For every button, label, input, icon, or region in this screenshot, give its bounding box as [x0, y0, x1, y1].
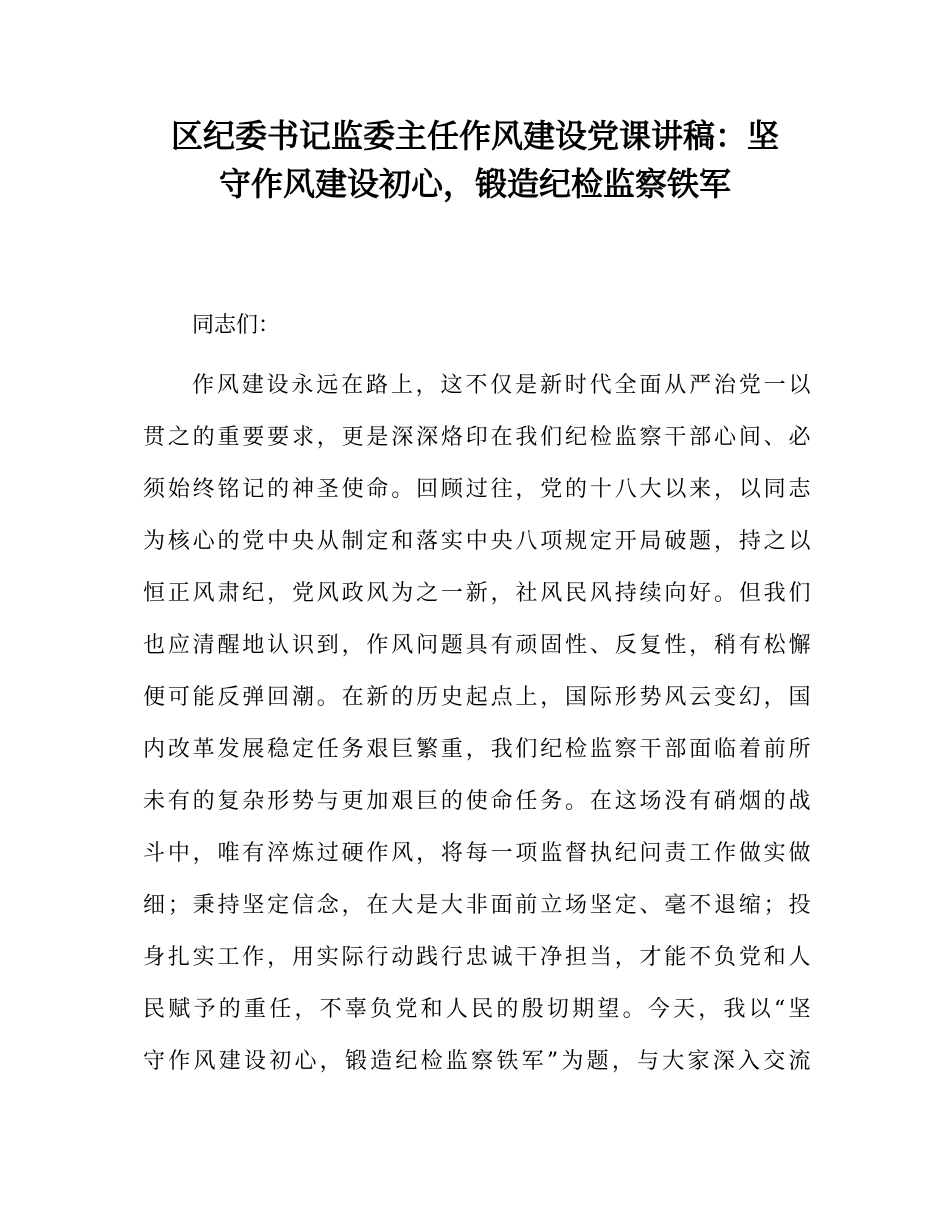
body-line: 细；秉持坚定信念，在大是大非面前立场坚定、毫不退缩；投: [143, 893, 811, 918]
body-line: 须始终铭记的神圣使命。回顾过往，党的十八大以来，以同志: [143, 477, 811, 502]
document-title: [140, 112, 810, 208]
body-line: 身扎实工作，用实际行动践行忠诚干净担当，才能不负党和人: [143, 945, 811, 970]
body-line: 守作风建设初心，锻造纪检监察铁军”为题，与大家深入交流: [143, 1049, 811, 1074]
body-line: 为核心的党中央从制定和落实中央八项规定开局破题，持之以: [143, 529, 811, 554]
body-line: 便可能反弹回潮。在新的历史起点上，国际形势风云变幻，国: [143, 685, 811, 710]
salutation: 同志们：: [192, 313, 281, 338]
body-line: 作风建设永远在路上，这不仅是新时代全面从严治党一以: [192, 373, 811, 398]
body-line: 斗中，唯有淬炼过硬作风，将每一项监督执纪问责工作做实做: [143, 841, 811, 866]
body-line: 内改革发展稳定任务艰巨繁重，我们纪检监察干部面临着前所: [143, 737, 811, 762]
title-line-2: 守作风建设初心，锻造纪检监察铁军: [218, 165, 731, 203]
body-paragraph: [143, 360, 811, 1088]
title-line-1: 区纪委书记监委主任作风建设党课讲稿：坚: [170, 117, 779, 155]
body-line: 未有的复杂形势与更加艰巨的使命任务。在这场没有硝烟的战: [143, 789, 811, 814]
body-line: 民赋予的重任，不辜负党和人民的殷切期望。今天，我以“坚: [143, 997, 811, 1022]
body-line: 贯之的重要要求，更是深深烙印在我们纪检监察干部心间、必: [143, 425, 811, 450]
body-line: 恒正风肃纪，党风政风为之一新，社风民风持续向好。但我们: [143, 581, 811, 606]
body-line: 也应清醒地认识到，作风问题具有顽固性、反复性，稍有松懈: [143, 633, 811, 658]
